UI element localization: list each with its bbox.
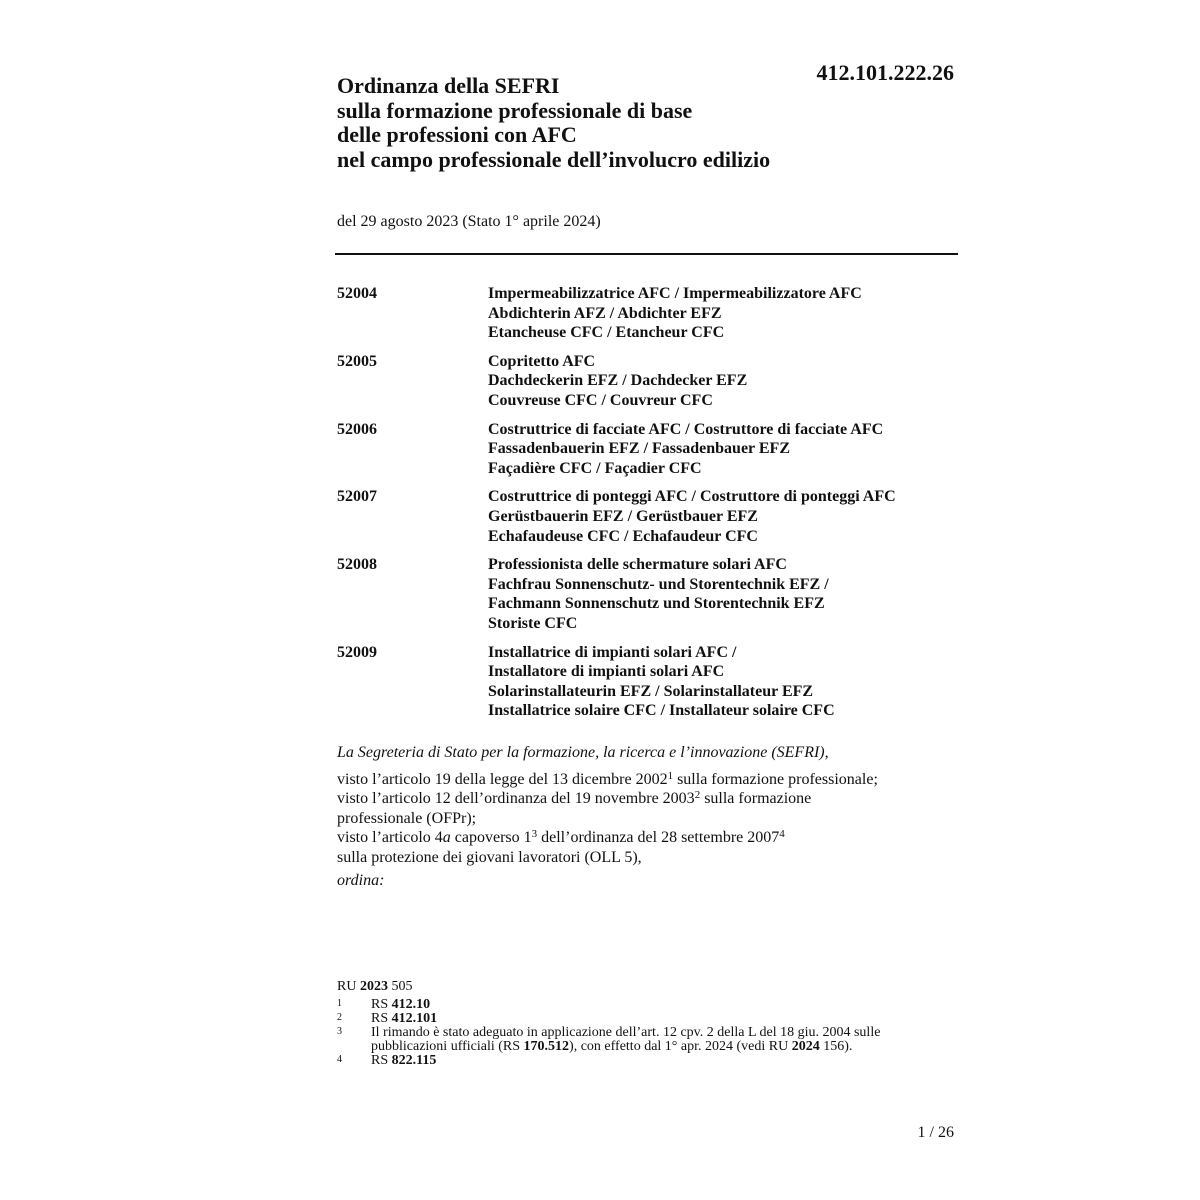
profession-name: Fachmann Sonnenschutz und Storentechnik EFZ — [488, 595, 825, 613]
footnote-ref-1[interactable]: 1 — [667, 769, 674, 782]
preamble-text: visto l’articolo 4 — [337, 829, 443, 847]
profession-names — [488, 555, 977, 633]
title-line: sulla formazione professionale di base — [337, 97, 693, 123]
page-title — [337, 74, 770, 172]
profession-row — [337, 555, 977, 633]
footnote-link[interactable]: 412.10 — [391, 997, 431, 1012]
profession-code: 52007 — [337, 488, 377, 506]
ru-prefix: RU — [337, 979, 360, 994]
profession-names — [488, 284, 977, 343]
profession-name: Fachfrau Sonnenschutz- und Storentechnik EFZ / — [488, 575, 829, 593]
footnote-link[interactable]: 2024 — [791, 1039, 820, 1054]
ru-reference — [337, 979, 412, 995]
ru-number: 505 — [387, 979, 413, 994]
preamble — [337, 743, 977, 890]
profession-name: Installatore di impianti solari AFC — [488, 663, 725, 681]
preamble-line — [337, 770, 977, 790]
profession-row — [337, 487, 977, 546]
sr-number: 412.101.222.26 — [816, 60, 954, 85]
profession-name: Etancheuse CFC / Etancheur CFC — [488, 324, 725, 342]
preamble-text: sulla formazione professionale; — [673, 770, 878, 788]
profession-row — [337, 352, 977, 411]
profession-code: 52006 — [337, 420, 377, 438]
preamble-line — [337, 828, 977, 848]
profession-name: Installatrice di impianti solari AFC / — [488, 643, 737, 661]
preamble-line: professionale (OFPr); — [337, 809, 477, 827]
preamble-letter: a — [442, 829, 451, 847]
profession-name: Costruttrice di facciate AFC / Costruttore di facciate AFC — [488, 420, 884, 438]
profession-name: Dachdeckerin EFZ / Dachdecker EFZ — [488, 372, 748, 390]
footnote-2 — [337, 1012, 937, 1026]
profession-code: 52005 — [337, 352, 377, 370]
profession-names — [488, 420, 977, 479]
date-status-line: del 29 agosto 2023 (Stato 1° aprile 2024) — [337, 213, 601, 230]
issuing-authority: La Segreteria di Stato per la formazione, la ricerca e l’innovazione (SEFRI), — [337, 744, 829, 761]
page-number: 1 / 26 — [917, 1124, 954, 1141]
footnote-number: 2 — [337, 1012, 342, 1023]
profession-row — [337, 643, 977, 721]
preamble-text: visto l’articolo 19 della legge del 13 dicembre 2002 — [337, 770, 668, 788]
preamble-text: visto l’articolo 12 dell’ordinanza del 19 novembre 2003 — [337, 790, 695, 808]
title-line: nel campo professionale dell’involucro edilizio — [337, 146, 771, 172]
title-line: Ordinanza della SEFRI — [337, 73, 560, 98]
footnote-1 — [337, 998, 937, 1012]
footnote-ref-4[interactable]: 4 — [779, 828, 785, 841]
footnote-4 — [337, 1054, 937, 1068]
footnote-number: 1 — [337, 998, 342, 1009]
footnote-text: RS 412.10 — [371, 997, 431, 1012]
profession-name: Fassadenbauerin EFZ / Fassadenbauer EFZ — [488, 440, 790, 458]
preamble-text: capoverso 1 — [450, 829, 532, 847]
title-line: delle professioni con AFC — [337, 122, 577, 147]
preamble-text: sulla formazione — [700, 790, 812, 808]
footnotes — [337, 998, 937, 1068]
profession-list — [337, 284, 977, 730]
profession-name: Impermeabilizzatrice AFC / Impermeabilizzatore AFC — [488, 285, 862, 302]
header-divider — [335, 253, 958, 255]
preamble-line: sulla protezione dei giovani lavoratori (OLL 5), — [337, 848, 642, 866]
profession-code: 52008 — [337, 556, 377, 574]
profession-names — [488, 487, 977, 546]
profession-name: Professionista delle schermature solari AFC — [488, 556, 787, 574]
profession-row — [337, 420, 977, 479]
profession-name: Gerüstbauerin EFZ / Gerüstbauer EFZ — [488, 507, 758, 525]
footnote-number: 3 — [337, 1026, 342, 1037]
footnote-text: Il rimando è stato adeguato in applicazione dell’art. 12 cpv. 2 della L del 18 giu. 2004 sulle pubblicazioni ufficiali (RS 170.512), con effetto dal 1° apr. 2024 (vedi RU 2024 156). — [371, 1025, 881, 1054]
profession-code: 52004 — [337, 285, 377, 302]
footnote-text: RS 822.115 — [371, 1053, 437, 1068]
preamble-text: dell’ordinanza del 28 settembre 2007 — [537, 829, 780, 847]
profession-row — [337, 284, 977, 343]
footnote-link[interactable]: 170.512 — [523, 1039, 570, 1054]
footnote-link[interactable]: 822.115 — [391, 1053, 437, 1068]
ru-year: 2023 — [359, 979, 388, 994]
profession-name: Costruttrice di ponteggi AFC / Costruttore di ponteggi AFC — [488, 488, 896, 506]
profession-code: 52009 — [337, 643, 377, 661]
profession-name: Façadière CFC / Façadier CFC — [488, 459, 702, 477]
preamble-line — [337, 789, 977, 809]
footnote-link[interactable]: 412.101 — [391, 1011, 438, 1026]
footnote-ref-3[interactable]: 3 — [531, 828, 538, 841]
profession-name: Echafaudeuse CFC / Echafaudeur CFC — [488, 527, 758, 545]
profession-name: Abdichterin AFZ / Abdichter EFZ — [488, 304, 722, 322]
profession-names — [488, 352, 977, 411]
profession-name: Installatrice solaire CFC / Installateur solaire CFC — [488, 702, 835, 720]
profession-name: Copritetto AFC — [488, 352, 596, 370]
profession-name: Couvreuse CFC / Couvreur CFC — [488, 391, 713, 409]
footnote-number: 4 — [337, 1054, 342, 1065]
profession-names — [488, 643, 977, 721]
ordina-label: ordina: — [337, 871, 385, 889]
profession-name: Solarinstallateurin EFZ / Solarinstallateur EFZ — [488, 682, 814, 700]
profession-name: Storiste CFC — [488, 614, 578, 632]
footnote-ref-2[interactable]: 2 — [694, 789, 701, 802]
footnote-3 — [337, 1026, 937, 1054]
footnote-text: RS 412.101 — [371, 1011, 438, 1026]
